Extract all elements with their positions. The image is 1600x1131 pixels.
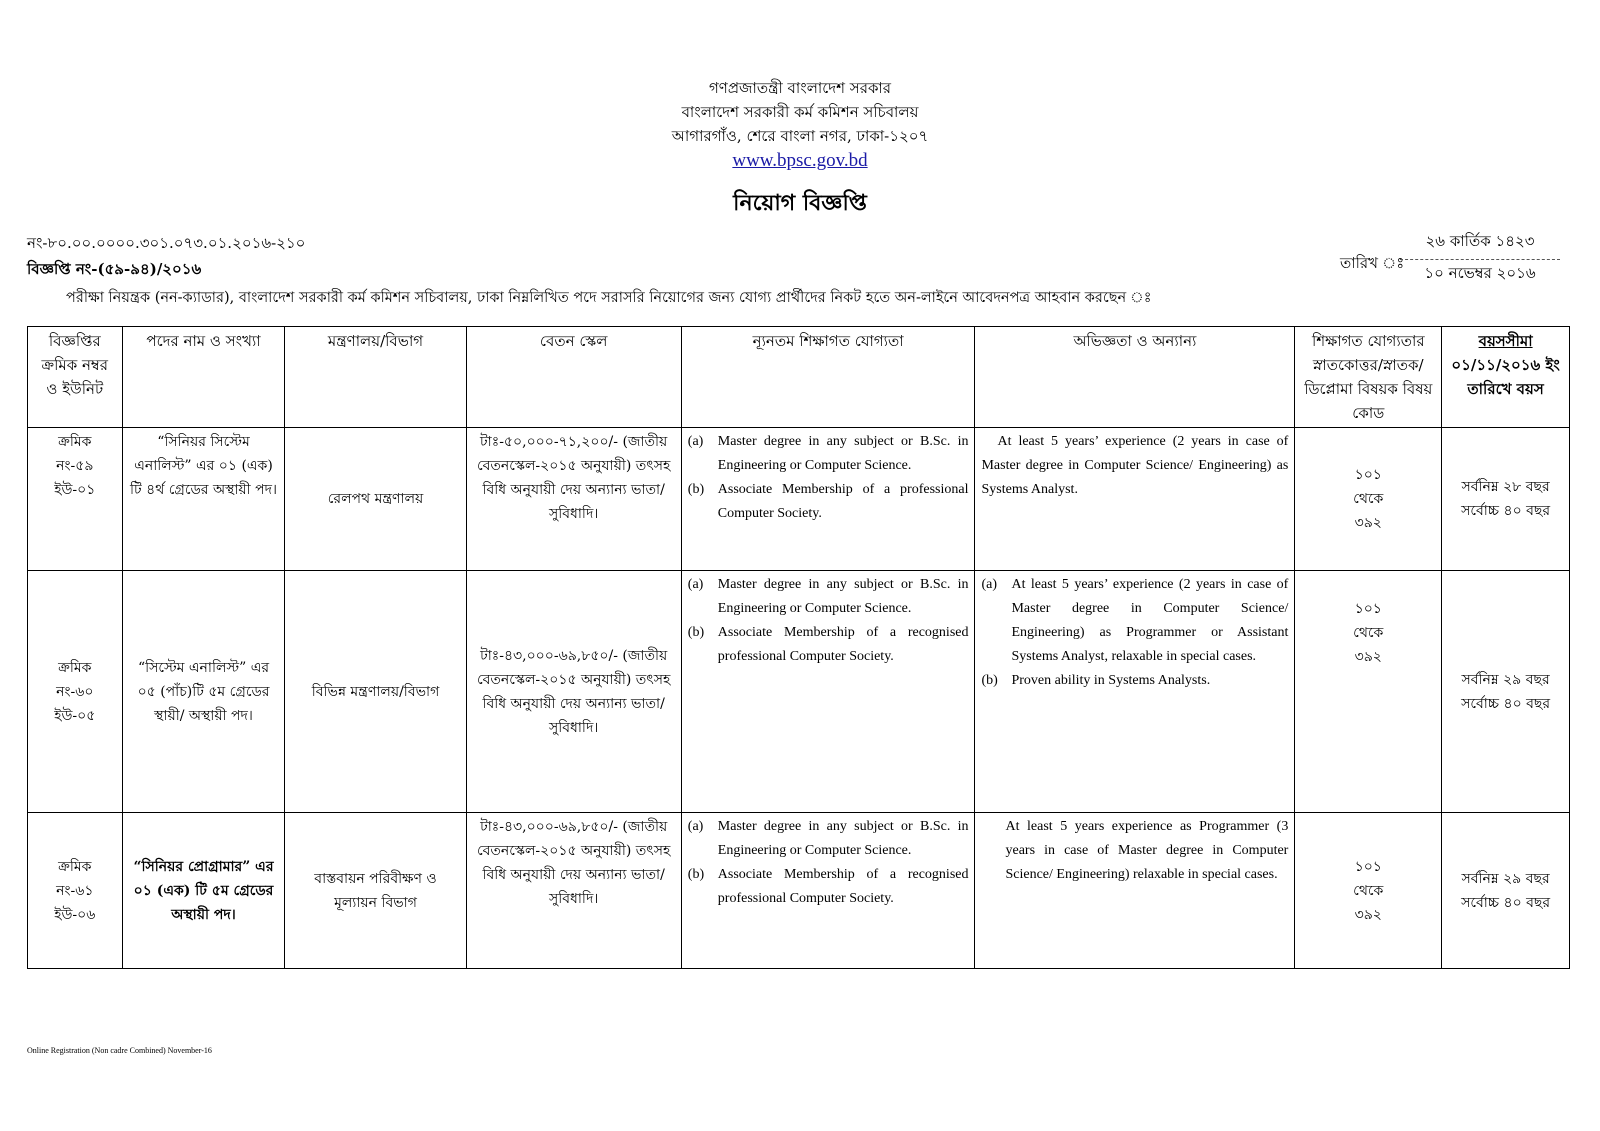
list-item [688, 621, 969, 669]
age-max: সর্বোচ্চ ৪০ বছর [1461, 503, 1551, 519]
item-marker: (a) [981, 577, 998, 592]
footer-note: Online Registration (Non cadre Combined) November-16 [27, 1046, 212, 1055]
serial-cell [28, 813, 123, 969]
serial-label: ক্রমিক [58, 434, 92, 450]
reference-number: নং-৮০.০০.০০০০.৩০১.০৭৩.০১.২০১৬-২১০ [27, 234, 306, 252]
col-education: ন্যূনতম শিক্ষাগত যোগ্যতা [681, 327, 975, 428]
item-marker: (b) [687, 625, 705, 640]
item-marker: (b) [687, 482, 705, 497]
age-cell [1442, 813, 1570, 969]
code-from: ১০১ [1354, 858, 1382, 875]
age-cell [1442, 571, 1570, 813]
intro-paragraph: পরীক্ষা নিয়ন্ত্রক (নন-ক্যাডার), বাংলাদেশ সরকারী কর্ম কমিশন সচিবালয়, ঢাকা নিম্নলিখিত পদে সরাসরি নিয়োগের জন্য যোগ্য প্রার্থীদের নিকট হতে অন-লাইনে আবেদনপত্র আহবান করছেন ঃ [66, 290, 1152, 306]
col-post: পদের নাম ও সংখ্যা [122, 327, 285, 428]
table-row [28, 428, 1570, 571]
code-sep: থেকে [1353, 625, 1384, 641]
experience-cell [975, 813, 1295, 969]
code-cell [1295, 813, 1442, 969]
serial-label: ক্রমিক [58, 858, 92, 875]
education-cell [681, 813, 975, 969]
item-text: Master degree in any subject or B.Sc. in Engineering or Computer Science. [717, 819, 969, 858]
list-item [688, 863, 969, 911]
serial-unit: ইউ-০৫ [54, 707, 96, 724]
age-min: সর্বনিম্ন ২৮ বছর [1461, 479, 1550, 495]
table-header-row [28, 327, 1570, 428]
item-text: Associate Membership of a professional Computer Society. [717, 482, 969, 521]
age-max: সর্বোচ্চ ৪০ বছর [1461, 894, 1551, 911]
col-serial: বিজ্ঞপ্তির ক্রমিক নম্বর ও ইউনিট [28, 327, 123, 428]
recruitment-table [27, 326, 1570, 969]
code-from: ১০১ [1354, 601, 1382, 617]
item-text: At least 5 years’ experience (2 years in case of Master degree in Computer Science/ Engineering) as Systems Analyst. [981, 434, 1289, 497]
office-address: আগারগাঁও, শেরে বাংলা নগর, ঢাকা-১২০৭ [671, 127, 929, 145]
serial-cell [28, 428, 123, 571]
list-item [688, 478, 969, 526]
post-name: “সিনিয়র সিস্টেম এনালিস্ট” এর ০১ (এক) টি ৪র্থ গ্রেডের অস্থায়ী পদ। [130, 434, 277, 498]
col-age [1442, 327, 1570, 428]
list-item [688, 573, 969, 621]
circular-number: বিজ্ঞপ্তি নং-(৫৯-৯৪)/২০১৬ [27, 260, 202, 278]
item-text: Master degree in any subject or B.Sc. in Engineering or Computer Science. [717, 434, 969, 473]
code-to: ৩৯২ [1354, 906, 1382, 923]
col-subject-code: শিক্ষাগত যোগ্যতার স্নাতকোত্তর/স্নাতক/ ডিপ্লোমা বিষয়ক বিষয় কোড [1295, 327, 1442, 428]
col-experience: অভিজ্ঞতা ও অন্যান্য [975, 327, 1295, 428]
govt-name: গণপ্রজাতন্ত্রী বাংলাদেশ সরকার [708, 79, 892, 97]
item-text: Master degree in any subject or B.Sc. in Engineering or Computer Science. [717, 577, 969, 616]
page-title: নিয়োগ বিজ্ঞপ্তি [733, 190, 867, 216]
col-ministry: মন্ত্রণালয়/বিভাগ [285, 327, 466, 428]
salary-cell: টাঃ-৫০,০০০-৭১,২০০/- (জাতীয় বেতনস্কেল-২০১৫ অনুযায়ী) তৎসহ বিধি অনুযায়ী দেয় অন্যান্য ভাতা/ সুবিধাদি। [466, 428, 681, 571]
ministry-cell: রেলপথ মন্ত্রণালয় [285, 428, 466, 571]
post-name: “সিস্টেম এনালিস্ট” এর ০৫ (পাঁচ)টি ৫ম গ্রেডের স্থায়ী/ অস্থায়ী পদ। [137, 659, 270, 724]
code-cell [1295, 428, 1442, 571]
col-salary: বেতন স্কেল [466, 327, 681, 428]
code-from: ১০১ [1354, 467, 1382, 483]
table-row [28, 813, 1570, 969]
age-min: সর্বনিম্ন ২৯ বছর [1461, 870, 1550, 887]
item-marker: (b) [981, 673, 998, 688]
commission-name: বাংলাদেশ সরকারী কর্ম কমিশন সচিবালয় [681, 103, 919, 121]
serial-cell [28, 571, 123, 813]
post-cell [122, 428, 285, 571]
item-text: At least 5 years’ experience (2 years in case of Master degree in Computer Science/ Engineering) as Programmer or Assistant Systems Analyst, relaxable in special cases. [1011, 577, 1289, 664]
date-english: ১০ নভেম্বর ২০১৬ [1424, 264, 1536, 282]
table-row [28, 571, 1570, 813]
ministry-cell: বাস্তবায়ন পরিবীক্ষণ ও মূল্যায়ন বিভাগ [285, 813, 466, 969]
website-link[interactable]: www.bpsc.gov.bd [732, 150, 868, 171]
ministry-cell: বিভিন্ন মন্ত্রণালয়/বিভাগ [285, 571, 466, 813]
experience-cell [975, 428, 1295, 571]
post-cell [122, 813, 285, 969]
item-marker: (a) [687, 434, 704, 449]
age-min: সর্বনিম্ন ২৯ বছর [1461, 671, 1550, 688]
serial-unit: ইউ-০৬ [54, 906, 96, 923]
age-max: সর্বোচ্চ ৪০ বছর [1461, 695, 1551, 712]
serial-label: ক্রমিক [58, 659, 92, 676]
experience-cell [975, 571, 1295, 813]
age-cell [1442, 428, 1570, 571]
item-text: Associate Membership of a recognised professional Computer Society. [717, 867, 969, 906]
item-text: Associate Membership of a recognised professional Computer Society. [717, 625, 969, 664]
serial-number: নং-৬১ [56, 882, 94, 899]
serial-number: নং-৫৯ [56, 458, 94, 474]
education-cell [681, 571, 975, 813]
item-text: At least 5 years experience as Programmer (3 years in case of Master degree in Computer Science/ Engineering) relaxable in special cases. [1005, 819, 1289, 882]
post-name: “সিনিয়র প্রোগ্রামার” এর ০১ (এক) টি ৫ম গ্রেডের অস্থায়ী পদ। [133, 858, 274, 923]
list-item [688, 815, 969, 863]
item-marker: (a) [687, 819, 704, 834]
post-cell [122, 571, 285, 813]
list-item [688, 430, 969, 478]
serial-unit: ইউ-০১ [54, 482, 96, 498]
code-sep: থেকে [1353, 491, 1384, 507]
serial-number: নং-৬০ [56, 683, 94, 700]
document-header [0, 76, 1600, 223]
code-cell [1295, 571, 1442, 813]
date-bangla: ২৬ কার্তিক ১৪২৩ [1400, 230, 1560, 260]
list-item [981, 573, 1288, 669]
salary-cell: টাঃ-৪৩,০০০-৬৯,৮৫০/- (জাতীয় বেতনস্কেল-২০১৫ অনুযায়ী) তৎসহ বিধি অনুযায়ী দেয় অন্যান্য ভাতা/ সুবিধাদি। [466, 813, 681, 969]
code-sep: থেকে [1353, 882, 1384, 899]
code-to: ৩৯২ [1354, 649, 1382, 665]
code-to: ৩৯২ [1354, 515, 1382, 531]
col-age-subtitle: ০১/১১/২০১৬ ইং তারিখে বয়স [1451, 356, 1560, 398]
col-age-title: বয়সসীমা [1478, 332, 1533, 350]
salary-cell: টাঃ-৪৩,০০০-৬৯,৮৫০/- (জাতীয় বেতনস্কেল-২০১৫ অনুযায়ী) তৎসহ বিধি অনুযায়ী দেয় অন্যান্য ভাতা/ সুবিধাদি। [466, 571, 681, 813]
item-marker: (a) [687, 577, 704, 592]
date-label: তারিখ ঃ [1340, 254, 1405, 272]
item-marker: (b) [687, 867, 705, 882]
item-text: Proven ability in Systems Analysts. [1011, 673, 1211, 688]
list-item [981, 669, 1288, 693]
education-cell [681, 428, 975, 571]
